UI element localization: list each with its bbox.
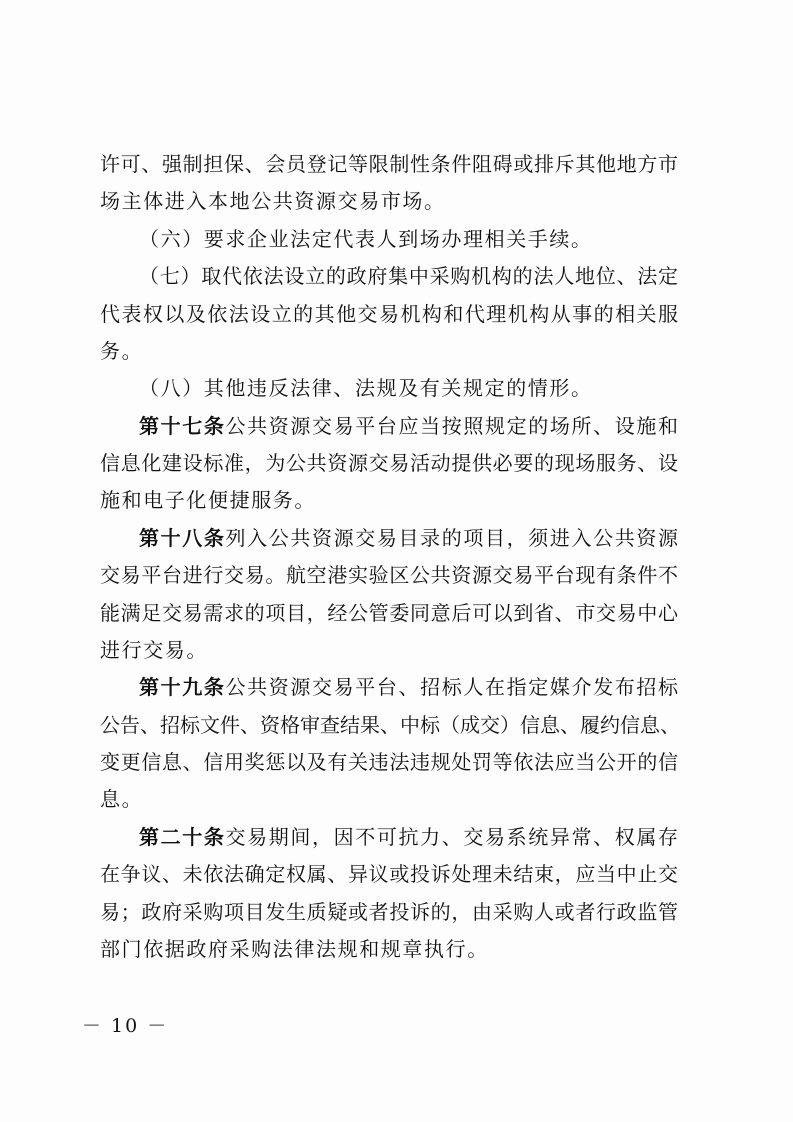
paragraph-line: （八）其他违反法律、法规及有关规定的情形。	[139, 376, 593, 400]
paragraph-line: 变更信息、信用奖惩以及有关违法违规处罚等依法应当公开的信	[100, 750, 678, 774]
paragraph-line: （七）取代依法设立的政府集中采购机构的法人地位、法定	[139, 264, 678, 288]
paragraph-line: 公告、招标文件、资格审查结果、中标（成交）信息、履约信息、	[100, 713, 680, 737]
article-18-first-line	[139, 526, 678, 550]
paragraph-line: 务。	[100, 339, 144, 363]
paragraph-line: 易；政府采购项目发生质疑或者投诉的，由采购人或者行政监管	[100, 900, 678, 924]
article-19-first-line	[139, 675, 678, 699]
article-17-title: 第十七条	[139, 414, 226, 438]
paragraph-line: 施和电子化便捷服务。	[100, 488, 316, 512]
paragraph-line: 部门依据政府采购法律法规和规章执行。	[100, 937, 489, 961]
paragraph-line: （六）要求企业法定代表人到场办理相关手续。	[139, 227, 593, 251]
paragraph-line: 进行交易。	[100, 638, 208, 662]
article-17-text: 公共资源交易平台应当按照规定的场所、设施和	[225, 414, 678, 438]
paragraph-line: 代表权以及依法设立的其他交易机构和代理机构从事的相关服	[100, 302, 678, 326]
article-19-title: 第十九条	[139, 675, 226, 699]
article-17-first-line	[139, 414, 678, 438]
paragraph-line: 息。	[100, 787, 144, 811]
article-18-text: 列入公共资源交易目录的项目，须进入公共资源	[225, 526, 678, 550]
paragraph-line: 场主体进入本地公共资源交易市场。	[100, 189, 446, 213]
article-20-first-line	[139, 825, 678, 849]
paragraph-line: 信息化建设标准，为公共资源交易活动提供必要的现场服务、设	[100, 451, 678, 475]
article-20-text: 交易期间，因不可抗力、交易系统异常、权属存	[225, 825, 678, 849]
paragraph-line: 在争议、未依法确定权属、异议或投诉处理未结束，应当中止交	[100, 862, 678, 886]
article-19-text: 公共资源交易平台、招标人在指定媒介发布招标	[225, 675, 678, 699]
paragraph-line: 许可、强制担保、会员登记等限制性条件阻碍或排斥其他地方市	[100, 152, 678, 176]
paragraph-line: 能满足交易需求的项目，经公管委同意后可以到省、市交易中心	[100, 601, 678, 625]
page-number: － 10 －	[82, 1015, 169, 1037]
article-20-title: 第二十条	[139, 825, 226, 849]
paragraph-line: 交易平台进行交易。航空港实验区公共资源交易平台现有条件不	[100, 563, 678, 587]
article-18-title: 第十八条	[139, 526, 226, 550]
